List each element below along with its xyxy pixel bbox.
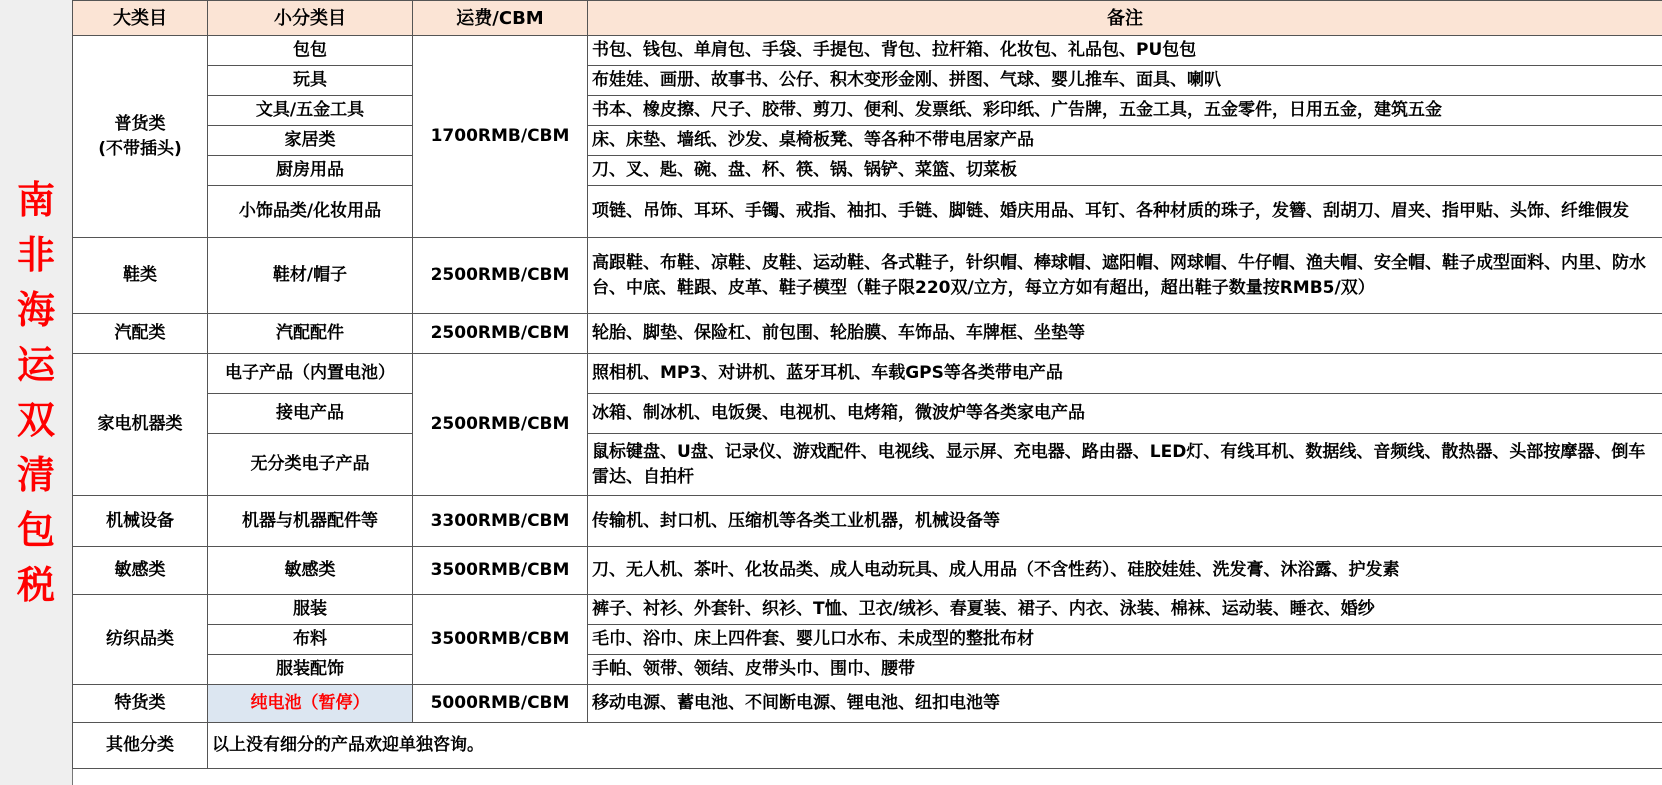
subcategory-cell: 接电产品: [208, 394, 413, 434]
table-row: [73, 314, 1662, 354]
title-char: 双: [16, 397, 55, 442]
table-row: [73, 547, 1662, 595]
freight-cell: 2500RMB/CBM: [413, 354, 588, 496]
subcategory-cell: 厨房用品: [208, 156, 413, 186]
subcategory-cell-highlight: 纯电池（暂停）: [208, 685, 413, 723]
subcategory-cell: 电子产品（内置电池）: [208, 354, 413, 394]
note-cell: 以上没有细分的产品欢迎单独咨询。: [208, 723, 1662, 769]
note-cell: 移动电源、蓄电池、不间断电源、锂电池、纽扣电池等: [588, 685, 1662, 723]
category-cell: 其他分类: [73, 723, 208, 769]
note-cell: 刀、无人机、茶叶、化妆品类、成人电动玩具、成人用品（不含性药）、硅胶娃娃、洗发膏、沐浴露、护发素: [588, 547, 1662, 595]
table-row: [73, 655, 1662, 685]
table-row: [73, 723, 1662, 769]
title-char: 海: [16, 287, 55, 332]
table-row: [73, 354, 1662, 394]
note-cell: 书包、钱包、单肩包、手袋、手提包、背包、拉杆箱、化妆包、礼品包、PU包包: [588, 36, 1662, 66]
category-cell: 家电机器类: [73, 354, 208, 496]
subcategory-cell: 家居类: [208, 126, 413, 156]
note-cell: 高跟鞋、布鞋、凉鞋、皮鞋、运动鞋、各式鞋子，针织帽、棒球帽、遮阳帽、网球帽、牛仔帽、渔夫帽、安全帽、鞋子成型面料、内里、防水台、中底、鞋跟、皮革、鞋子模型（鞋子限220双/立方，每立方如有超出，超出鞋子数量按RMB5/双）: [588, 238, 1662, 314]
note-cell: 项链、吊饰、耳环、手镯、戒指、袖扣、手链、脚链、婚庆用品、耳钉、各种材质的珠子，发簪、刮胡刀、眉夹、指甲贴、头饰、纤维假发: [588, 186, 1662, 238]
category-cell: 普货类 (不带插头): [73, 36, 208, 238]
header-category: 大类目: [73, 1, 208, 36]
note-cell: 照相机、MP3、对讲机、蓝牙耳机、车载GPS等各类带电产品: [588, 354, 1662, 394]
table-row: [73, 625, 1662, 655]
note-cell: 书本、橡皮擦、尺子、胶带、剪刀、便利、发票纸、彩印纸、广告牌，五金工具，五金零件，日用五金，建筑五金: [588, 96, 1662, 126]
note-cell: 裤子、衬衫、外套针、织衫、T恤、卫衣/绒衫、春夏装、裙子、内衣、泳装、棉袜、运动装、睡衣、婚纱: [588, 595, 1662, 625]
note-cell: 冰箱、制冰机、电饭煲、电视机、电烤箱，微波炉等各类家电产品: [588, 394, 1662, 434]
freight-table: [72, 0, 1662, 769]
category-cell: 特货类: [73, 685, 208, 723]
table-row: [73, 96, 1662, 126]
subcategory-cell: 鞋材/帽子: [208, 238, 413, 314]
subcategory-cell: 包包: [208, 36, 413, 66]
freight-cell: 5000RMB/CBM: [413, 685, 588, 723]
table-row: [73, 685, 1662, 723]
header-notes: 备注: [588, 1, 1662, 36]
table-row: [73, 238, 1662, 314]
subcategory-cell: 布料: [208, 625, 413, 655]
sidebar-title: [0, 0, 73, 785]
subcategory-cell: 无分类电子产品: [208, 434, 413, 496]
table-row: [73, 394, 1662, 434]
title-char: 税: [16, 562, 55, 607]
category-cell: 机械设备: [73, 496, 208, 547]
freight-cell: 2500RMB/CBM: [413, 238, 588, 314]
subcategory-cell: 玩具: [208, 66, 413, 96]
subcategory-cell: 小饰品类/化妆用品: [208, 186, 413, 238]
table-row: [73, 36, 1662, 66]
note-cell: 毛巾、浴巾、床上四件套、婴儿口水布、未成型的整批布材: [588, 625, 1662, 655]
table-row: [73, 496, 1662, 547]
subcategory-cell: 服装配饰: [208, 655, 413, 685]
table-row: [73, 186, 1662, 238]
title-char: 南: [16, 177, 55, 222]
category-cell: 鞋类: [73, 238, 208, 314]
note-cell: 布娃娃、画册、故事书、公仔、积木变形金刚、拼图、气球、婴儿推车、面具、喇叭: [588, 66, 1662, 96]
note-cell: 床、床垫、墙纸、沙发、桌椅板凳、等各种不带电居家产品: [588, 126, 1662, 156]
table-row: [73, 126, 1662, 156]
table-row: [73, 595, 1662, 625]
note-cell: 传输机、封口机、压缩机等各类工业机器，机械设备等: [588, 496, 1662, 547]
title-char: 非: [16, 232, 55, 277]
freight-cell: 3300RMB/CBM: [413, 496, 588, 547]
table-row: [73, 156, 1662, 186]
subcategory-cell: 敏感类: [208, 547, 413, 595]
freight-cell: 3500RMB/CBM: [413, 595, 588, 685]
subcategory-cell: 汽配配件: [208, 314, 413, 354]
freight-cell: 3500RMB/CBM: [413, 547, 588, 595]
freight-cell: 1700RMB/CBM: [413, 36, 588, 238]
subcategory-cell: 文具/五金工具: [208, 96, 413, 126]
note-cell: 刀、叉、匙、碗、盘、杯、筷、锅、锅铲、菜篮、切菜板: [588, 156, 1662, 186]
header-subcategory: 小分类目: [208, 1, 413, 36]
subcategory-cell: 机器与机器配件等: [208, 496, 413, 547]
table-row: [73, 66, 1662, 96]
freight-cell: 2500RMB/CBM: [413, 314, 588, 354]
category-cell: 敏感类: [73, 547, 208, 595]
category-cell: 汽配类: [73, 314, 208, 354]
note-cell: 鼠标键盘、U盘、记录仪、游戏配件、电视线、显示屏、充电器、路由器、LED灯、有线耳机、数据线、音频线、散热器、头部按摩器、倒车雷达、自拍杆: [588, 434, 1662, 496]
table-header-row: [73, 1, 1662, 36]
note-cell: 轮胎、脚垫、保险杠、前包围、轮胎膜、车饰品、车牌框、坐垫等: [588, 314, 1662, 354]
header-freight: 运费/CBM: [413, 1, 588, 36]
table-row: [73, 434, 1662, 496]
category-cell: 纺织品类: [73, 595, 208, 685]
subcategory-cell: 服装: [208, 595, 413, 625]
note-cell: 手帕、领带、领结、皮带头巾、围巾、腰带: [588, 655, 1662, 685]
title-char: 清: [16, 452, 55, 497]
title-char: 包: [16, 507, 55, 552]
title-char: 运: [16, 342, 55, 387]
